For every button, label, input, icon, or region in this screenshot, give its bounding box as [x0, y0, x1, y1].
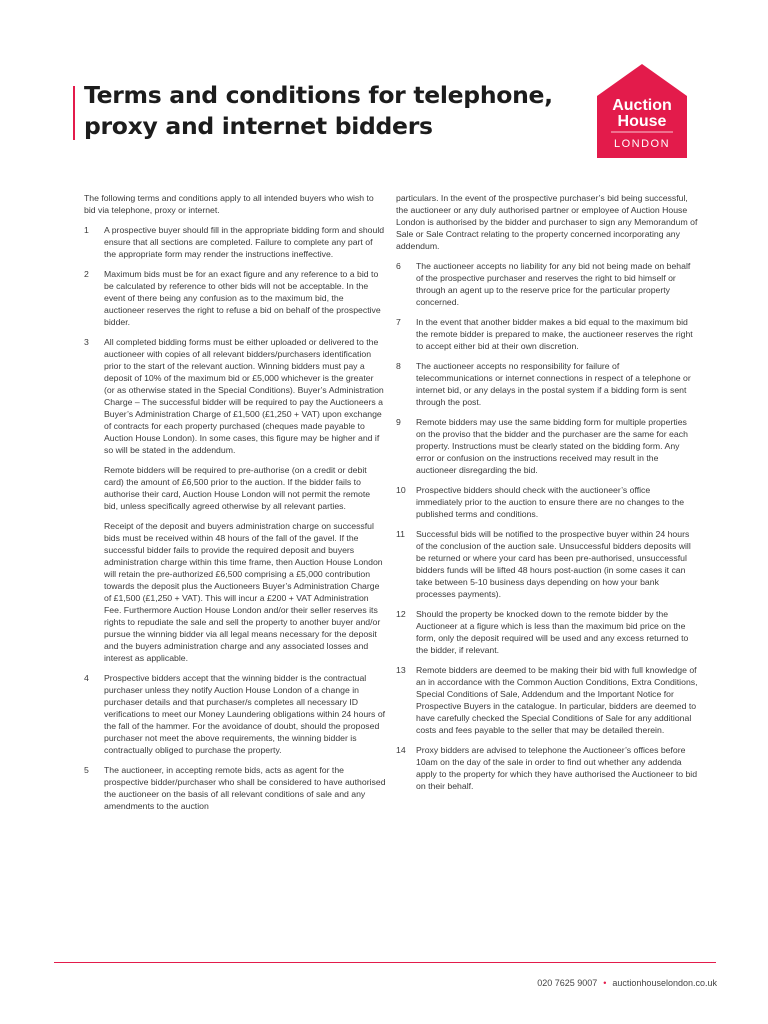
clause-paragraph: Should the property be knocked down to the remote bidder by the Auctioneer at a figure which is less than the maximum bid price on the form, only the deposit required will be used and any excess returned to the bidder, if relevant.: [416, 609, 689, 655]
clause-paragraph: In the event that another bidder makes a bid equal to the maximum bid the remote bidder is prepared to make, the auctioneer reserves the right to accept either bid at their own discretion.: [416, 317, 693, 351]
clause-2: [84, 268, 386, 328]
clause-number: 1: [84, 225, 89, 235]
clause-paragraph: Maximum bids must be for an exact figure and any reference to a bid to be calculated by reference to other bids will not be acceptable. In the event of there being any confusion as to the maximum bid, the auctioneer reserves the right to refuse a bid on behalf of the prospective bidder.: [104, 269, 381, 327]
clause-5: [84, 764, 386, 812]
clause-9: [396, 416, 698, 476]
footer-contact: [537, 978, 717, 988]
page-title-line-2: proxy and internet bidders: [84, 112, 433, 140]
clause-4: [84, 672, 386, 756]
clause-5-continuation: particulars. In the event of the prospective purchaser’s bid being successful, the auctioneer or any duly authorised partner or employee of Auction House London is authorised by the bidder and purchaser to sign any Memorandum of Sale or Sale Contract relating to the property concerned incorporating any addendum.: [396, 193, 698, 251]
clause-14: [396, 744, 698, 792]
page-title-line-1: Terms and conditions for telephone,: [84, 81, 553, 109]
logo-text-london: LONDON: [613, 138, 671, 150]
clause-paragraph: Prospective bidders should check with the auctioneer’s office immediately prior to the auction to ensure there are no changes to the published terms and conditions.: [416, 485, 685, 519]
clause-8: [396, 360, 698, 408]
clause-paragraph: Proxy bidders are advised to telephone the Auctioneer’s offices before 10am on the day of the sale in order to find out whether any addenda apply to the property for which they have authorised the Auctioneer to bid on their behalf.: [416, 745, 698, 791]
clause-paragraph: The auctioneer accepts no liability for any bid not being made on behalf of the prospective purchaser and reserves the right to bid himself or through an agent up to the reserve price for the particular property concerned.: [416, 261, 691, 307]
clause-number: 8: [396, 361, 401, 371]
logo-text-auction: Auction: [612, 97, 672, 114]
clause-paragraph: The auctioneer, in accepting remote bids, acts as agent for the prospective bidder/purchaser who shall be considered to have authorised the auctioneer on the basis of all relevant conditions of sale and any amendments to the auction: [104, 765, 386, 811]
footer-divider: [54, 962, 716, 963]
clause-paragraph: A prospective buyer should fill in the appropriate bidding form and should ensure that all sections are completed. Failure to complete any part of the appropriate form may render the instructions ineffective.: [104, 225, 385, 259]
clause-1: [84, 224, 386, 260]
logo-text-house: House: [617, 113, 667, 130]
clause-paragraph: Prospective bidders accept that the winning bidder is the contractual purchaser unless they notify Auction House London of a change in purchaser details and that purchaser/s completes all necessary ID verifications to meet our Money Laundering obligations within 24 hours of the fall of the hammer. For the avoidance of doubt, should the proposed purchaser not meet the above requirements, the winning bidder is contractually obliged to purchase the property.: [104, 673, 386, 755]
clause-6: [396, 260, 698, 308]
clause-number: 2: [84, 269, 89, 279]
clause-number: 7: [396, 317, 401, 327]
clause-7: [396, 316, 698, 352]
clause-number: 4: [84, 673, 89, 683]
clause-13: [396, 664, 698, 736]
page-title: [84, 80, 553, 142]
left-column: [84, 192, 386, 820]
footer-separator: •: [603, 978, 607, 988]
clause-paragraph: All completed bidding forms must be either uploaded or delivered to the auctioneer with copies of all relevant bidders/purchasers identification prior to the start of the relevant auction. Winning bidders must pay a deposit of 10% of the maximum bid or £5,000 whichever is the greater (or as otherwise stated in the Special Conditions). Buyer’s Administration Charge – The successful bidder will be required to pay the Auctioneers a Buyer’s Administration Charge of £1,500 (£1,250 + VAT) upon exchange of contracts for each property purchased (cheques made payable to Auction House London). In some cases, this figure may be higher and if so will be stated in the addendum.: [104, 337, 384, 455]
clause-paragraph: Remote bidders may use the same bidding form for multiple properties on the proviso that the bidder and the purchaser are the same for each property. Instructions must be clearly stated on the bidding form. Any error or confusion on the instructions received may result in the auctioneer disregarding the bid.: [416, 417, 688, 475]
footer-website-link[interactable]: auctionhouselondon.co.uk: [612, 978, 717, 988]
clause-number: 3: [84, 337, 89, 347]
title-accent-bar: [73, 86, 75, 140]
clause-paragraph: Receipt of the deposit and buyers administration charge on successful bids must be received within 48 hours of the fall of the gavel. If the successful bidder fails to provide the required deposit and buyers administration charge within this time frame, then Auction House London will retain the pre-authorized £6,500 comprising a £5,000 contribution towards the deposit plus the Auctioneers Buyer’s Administration Charge of £1,500 (£1,250 + VAT). This will incur a £200 + VAT Administration Fee. Furthermore Auction House London and/or their seller reserves its rights to repudiate the sale and sell the property to another buyer and/or pursue the winning bidder via all legal means necessary for the deposit and the buyers administration charge and any associated losses and interest as applicable.: [104, 521, 383, 663]
clause-3: [84, 336, 386, 664]
right-column: [396, 192, 698, 800]
clause-paragraph: Remote bidders are deemed to be making their bid with full knowledge of an in accordance with the Common Auction Conditions, Extra Conditions, Special Conditions of Sale, Addendum and the Important Notice for Prospective Buyers in the catalogue. In particular, bidders are deemed to have carefully checked the Special Conditions of Sale for any additional costs and fees payable to the seller that may be detailed therein.: [416, 665, 698, 735]
footer-phone: 020 7625 9007: [537, 978, 598, 988]
clause-number: 14: [396, 745, 406, 755]
clause-paragraph: The auctioneer accepts no responsibility for failure of telecommunications or internet connections in respect of a telephone or internet bid, or any delays in the postal system if a bidding form is sent through the post.: [416, 361, 691, 407]
clause-number: 11: [396, 529, 406, 539]
clause-number: 13: [396, 665, 406, 675]
clause-paragraph: Successful bids will be notified to the prospective buyer within 24 hours of the conclusion of the auction sale. Unsuccessful bidders deposits will be returned or where your card has been pre-authorised, unsuccessful bidders funds will be lifted 48 hours post-auction (in some cases it can take between 5-10 business days depending on how your bank processes payments).: [416, 529, 691, 599]
clause-12: [396, 608, 698, 656]
clause-number: 9: [396, 417, 401, 427]
clause-number: 5: [84, 765, 89, 775]
clause-10: [396, 484, 698, 520]
clause-number: 10: [396, 485, 406, 495]
auction-house-london-logo: [597, 64, 687, 158]
clause-number: 12: [396, 609, 406, 619]
clause-number: 6: [396, 261, 401, 271]
clause-11: [396, 528, 698, 600]
clause-paragraph: Remote bidders will be required to pre-authorise (on a credit or debit card) the amount of £6,500 prior to the auction. If the bidder fails to authorise their card, Auction House London will not permit the remote bid, unless specifically agreed otherwise by all relevant parties.: [104, 465, 371, 511]
intro-paragraph: The following terms and conditions apply to all intended buyers who wish to bid via telephone, proxy or internet.: [84, 193, 374, 215]
